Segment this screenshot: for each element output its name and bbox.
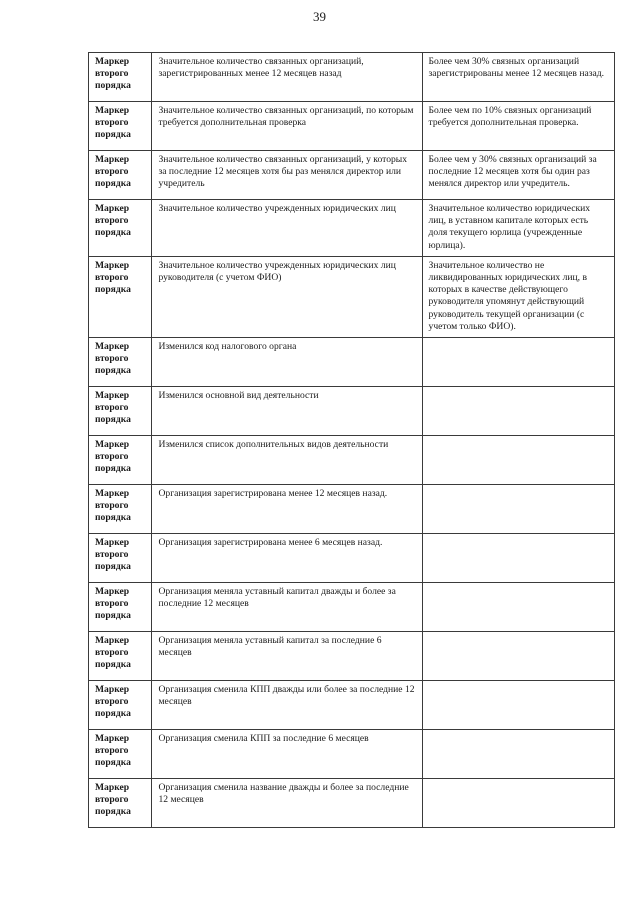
marker-criterion-cell	[422, 436, 614, 485]
table-row	[89, 436, 615, 485]
marker-description-cell: Организация зарегистрирована менее 6 месяцев назад.	[152, 534, 422, 583]
marker-type-cell: Маркер второго порядка	[89, 200, 152, 257]
marker-type-cell: Маркер второго порядка	[89, 681, 152, 730]
table-row	[89, 200, 615, 257]
marker-criterion-cell: Значительное количество юридических лиц, в уставном капитале которых есть доля текущего юрлица (учрежденные юрлица).	[422, 200, 614, 257]
marker-type-cell: Маркер второго порядка	[89, 53, 152, 102]
marker-description-cell: Организация меняла уставный капитал за последние 6 месяцев	[152, 632, 422, 681]
marker-type-cell: Маркер второго порядка	[89, 102, 152, 151]
marker-description-cell: Изменился код налогового органа	[152, 338, 422, 387]
marker-description-cell: Значительное количество связанных организаций, по которым требуется дополнительная проверка	[152, 102, 422, 151]
marker-criterion-cell	[422, 338, 614, 387]
table-row	[89, 632, 615, 681]
markers-table	[88, 52, 615, 828]
marker-description-cell: Организация сменила название дважды и более за последние 12 месяцев	[152, 779, 422, 828]
marker-criterion-cell: Более чем 30% связных организаций зарегистрированы менее 12 месяцев назад.	[422, 53, 614, 102]
marker-criterion-cell	[422, 681, 614, 730]
marker-type-cell: Маркер второго порядка	[89, 338, 152, 387]
marker-criterion-cell: Более чем по 10% связных организаций требуется дополнительная проверка.	[422, 102, 614, 151]
table-row	[89, 779, 615, 828]
table-row	[89, 730, 615, 779]
marker-description-cell: Значительное количество связанных организаций, зарегистрированных менее 12 месяцев назад	[152, 53, 422, 102]
marker-description-cell: Значительное количество учрежденных юридических лиц	[152, 200, 422, 257]
table-row	[89, 583, 615, 632]
marker-description-cell: Изменился список дополнительных видов деятельности	[152, 436, 422, 485]
marker-type-cell: Маркер второго порядка	[89, 151, 152, 200]
table-row	[89, 534, 615, 583]
table-row	[89, 338, 615, 387]
marker-criterion-cell	[422, 779, 614, 828]
marker-description-cell: Организация сменила КПП дважды или более за последние 12 месяцев	[152, 681, 422, 730]
marker-type-cell: Маркер второго порядка	[89, 583, 152, 632]
table-row	[89, 151, 615, 200]
marker-criterion-cell	[422, 534, 614, 583]
marker-type-cell: Маркер второго порядка	[89, 779, 152, 828]
page-number: 39	[313, 9, 326, 24]
table-row	[89, 485, 615, 534]
table-row	[89, 53, 615, 102]
marker-criterion-cell: Значительное количество не ликвидированных юридических лиц, в которых в качестве действующего руководителя упомянут действующий руководитель текущей организации (с учетом только ФИО).	[422, 256, 614, 337]
marker-type-cell: Маркер второго порядка	[89, 632, 152, 681]
marker-description-cell: Организация сменила КПП за последние 6 месяцев	[152, 730, 422, 779]
table-row	[89, 102, 615, 151]
marker-criterion-cell: Более чем у 30% связных организаций за последние 12 месяцев хотя бы один раз менялся директор или учредитель.	[422, 151, 614, 200]
marker-type-cell: Маркер второго порядка	[89, 256, 152, 337]
marker-type-cell: Маркер второго порядка	[89, 730, 152, 779]
marker-criterion-cell	[422, 387, 614, 436]
marker-description-cell: Значительное количество связанных организаций, у которых за последние 12 месяцев хотя бы раз менялся директор или учредитель	[152, 151, 422, 200]
marker-criterion-cell	[422, 632, 614, 681]
marker-type-cell: Маркер второго порядка	[89, 534, 152, 583]
marker-criterion-cell	[422, 583, 614, 632]
table-row	[89, 681, 615, 730]
table-row	[89, 387, 615, 436]
marker-criterion-cell	[422, 730, 614, 779]
marker-criterion-cell	[422, 485, 614, 534]
marker-type-cell: Маркер второго порядка	[89, 436, 152, 485]
marker-description-cell: Организация меняла уставный капитал дважды и более за последние 12 месяцев	[152, 583, 422, 632]
marker-description-cell: Организация зарегистрирована менее 12 месяцев назад.	[152, 485, 422, 534]
marker-description-cell: Значительное количество учрежденных юридических лиц руководителя (с учетом ФИО)	[152, 256, 422, 337]
table-row	[89, 256, 615, 337]
marker-description-cell: Изменился основной вид деятельности	[152, 387, 422, 436]
marker-type-cell: Маркер второго порядка	[89, 387, 152, 436]
marker-type-cell: Маркер второго порядка	[89, 485, 152, 534]
